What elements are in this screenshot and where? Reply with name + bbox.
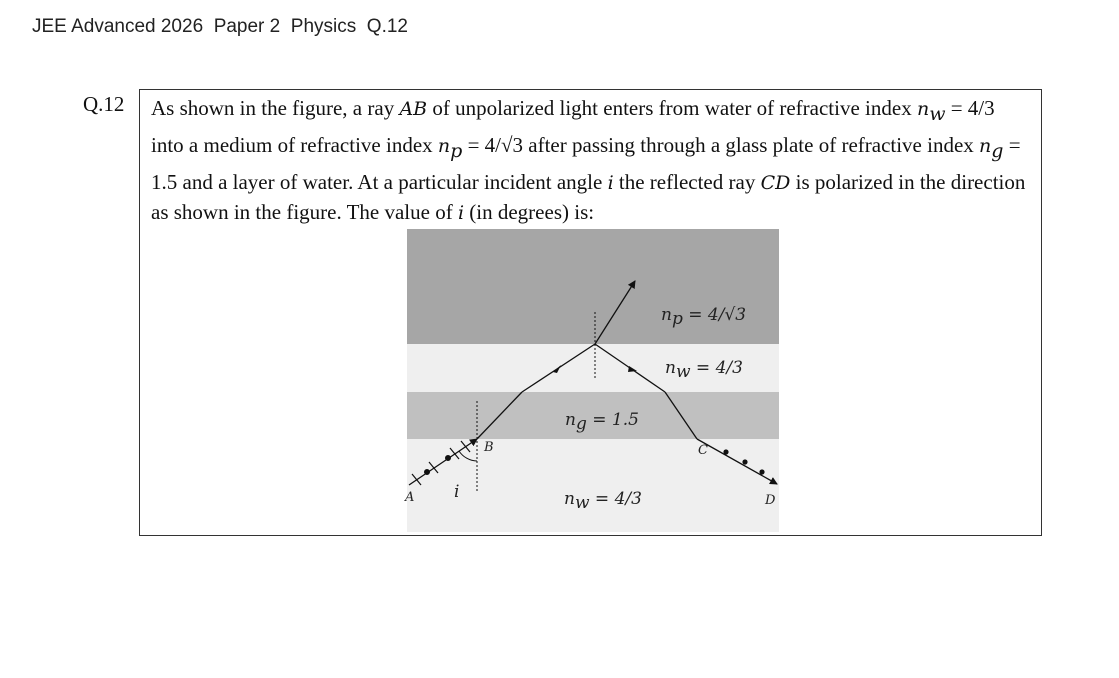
ng-subscript: g [991, 140, 1004, 163]
label-nw-bottom: nw = 4/3 [564, 489, 642, 513]
nw-subscript: w [929, 103, 946, 126]
angle-i-symbol: i [457, 202, 465, 225]
question-number: Q.12 [83, 92, 125, 116]
label-point-a: A [405, 490, 415, 505]
text-segment: of unpolarized light enters from water of refractive index [427, 96, 917, 120]
text-segment: As shown in the figure, a ray [151, 96, 400, 120]
label-angle-i: i [454, 482, 460, 502]
np-symbol: n [437, 135, 451, 158]
ray-ab-symbol: AB [399, 98, 428, 120]
label-nw-top: nw = 4/3 [665, 358, 743, 382]
medium-np-layer [407, 229, 779, 344]
label-ng: ng = 1.5 [565, 410, 639, 434]
optics-figure [407, 229, 779, 532]
text-segment: is polarized in the direction as shown in the figure. The value of [151, 170, 1026, 225]
label-point-b: B [484, 440, 494, 455]
label-np: np = 4/√3 [661, 305, 747, 329]
label-point-d: D [765, 493, 776, 508]
label-point-c: C [698, 443, 708, 458]
ray-cd-symbol: CD [760, 172, 791, 195]
np-subscript: p [450, 140, 463, 163]
text-segment: (in degrees) is: [464, 200, 595, 225]
ng-symbol: n [979, 135, 992, 158]
text-segment: = 1.5 and a layer of water. At a particular incident angle [151, 133, 1021, 195]
text-segment: the reflected ray [613, 170, 761, 195]
text-segment: = 4/√3 after passing through a glass plate of refractive index [462, 133, 980, 158]
question-text [151, 94, 1026, 228]
angle-i-symbol: i [607, 172, 614, 195]
question-box [139, 89, 1042, 536]
page-header: JEE Advanced 2026 Paper 2 Physics Q.12 [32, 16, 409, 37]
water-layer-bottom [407, 439, 779, 532]
nw-symbol: n [916, 98, 930, 120]
text-segment: = 4/3 into a medium of refractive index [151, 96, 995, 158]
